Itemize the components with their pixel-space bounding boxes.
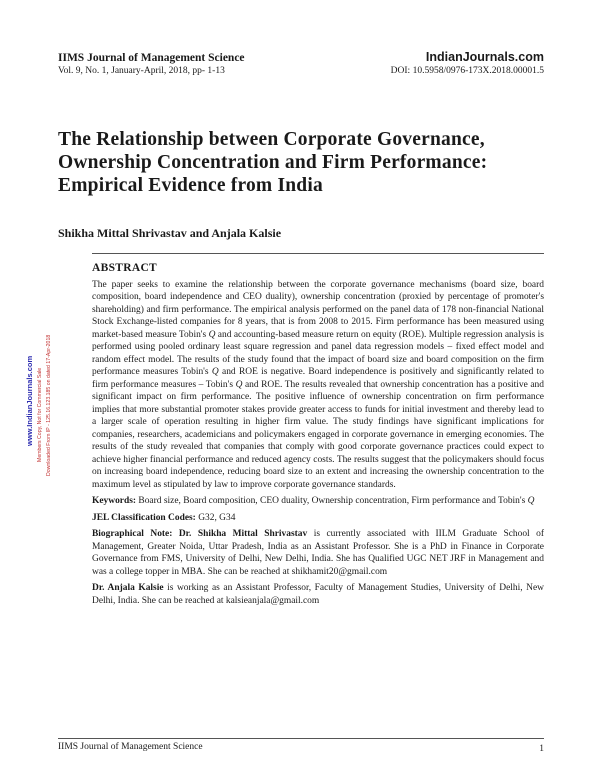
bio1-name: Dr. Shikha Mittal Shrivastav bbox=[178, 529, 308, 539]
abstract-section bbox=[92, 262, 544, 611]
paper-title: The Relationship between Corporate Governance, Ownership Concentration and Firm Performance: Empirical Evidence from India bbox=[58, 129, 488, 196]
sidebar-download-info: Downloaded From IP - 125.16.123.185 on dated 17-Apr-2018 bbox=[46, 334, 52, 476]
jel-text: G32, G34 bbox=[198, 512, 236, 523]
journal-title: IIMS Journal of Management Science bbox=[58, 52, 245, 64]
download-watermark bbox=[20, 296, 62, 478]
doi[interactable]: DOI: 10.5958/0976-173X.2018.00001.5 bbox=[390, 66, 544, 76]
footer-journal: IIMS Journal of Management Science bbox=[58, 742, 203, 752]
abstract-top-rule bbox=[92, 253, 544, 254]
bio1-text: is currently associated with IILM Graduate School of Management, Greater Noida, Uttar Pradesh, India as an Assistant Professor. She is a PhD in Finance in Corporate Governance from FMS, University of Delhi, New Delhi, India. She has Qualified UGC NET JRF in Management and was a college topper in MBA. She can be reached at shikhamit20@gmail.com bbox=[92, 529, 544, 577]
page-number: 1 bbox=[539, 744, 544, 754]
keywords bbox=[92, 495, 544, 508]
keywords-text: Board size, Board composition, CEO duality, Ownership concentration, Firm performance and Tobin's Q bbox=[138, 496, 535, 506]
footer-rule bbox=[58, 738, 544, 739]
site-name[interactable]: IndianJournals.com bbox=[425, 50, 544, 64]
authors: Shikha Mittal Shrivastav and Anjala Kalsie bbox=[58, 226, 282, 240]
abstract-heading: ABSTRACT bbox=[92, 262, 158, 274]
sidebar-members-copy: Members Copy, Not for Commercial Sale bbox=[37, 367, 43, 462]
bio-note-2 bbox=[92, 582, 544, 607]
abstract-body: The paper seeks to examine the relationship between the corporate governance mechanisms (board size, board composition, board independence and CEO duality), ownership concentration (proxied by percentage of promoter's shareholding) and firm performance. The empirical analysis performed on the panel data of 178 non-financial National Stock Exchange-listed companies for 8 years, that is from 2008 to 2015. Firm performance has been measured using market-based measure Tobin's Q and accounting-based measure return on equity (ROE). Multiple regression analysis is performed using pooled ordinary least square regression and panel data regression models – fixed effect model and random effect model. The results of the study found that the impact of board size and board composition on the firm performance measures Tobin's Q and ROE is negative. Board independence is positively and significantly related to firm performance measures – Tobin's Q and ROE. The results revealed that ownership concentration has a positive and significant impact on firm performance. The positive influence of ownership concentration on firm performance implies that more substantial promoter stakes provide greater access to funds for initial investment and thereby lead to a larger scale of operation resulting in higher firm value. The study findings have significant implications for companies, researchers, academicians and policymakers engaged in corporate governance in emerging economies. The results of the study revealed that companies that comply with good corporate governance practices could expect to achieve higher financial performance and reduced agency costs. The results suggest that the policymakers should focus on increasing board independence, reducing board size to an extent and increasing the ownership concentration to the maximum level as stipulated by law to improve corporate governance standards. bbox=[92, 279, 544, 490]
bio2-text: is working as an Assistant Professor, Faculty of Management Studies, University of Delhi, New Delhi, India. She can be reached at kalsieanjala@gmail.com bbox=[92, 583, 545, 606]
journal-volume-info: Vol. 9, No. 1, January-April, 2018, pp- 1-13 bbox=[58, 66, 225, 76]
sidebar-site-link[interactable]: www.IndianJournals.com bbox=[25, 355, 34, 446]
jel-label: JEL Classification Codes: bbox=[92, 512, 196, 523]
bio-note-1 bbox=[92, 528, 544, 578]
bio2-name: Dr. Anjala Kalsie bbox=[92, 583, 164, 593]
jel-codes bbox=[92, 512, 544, 525]
keywords-label: Keywords: bbox=[92, 496, 137, 506]
bio-label: Biographical Note: bbox=[92, 529, 173, 539]
